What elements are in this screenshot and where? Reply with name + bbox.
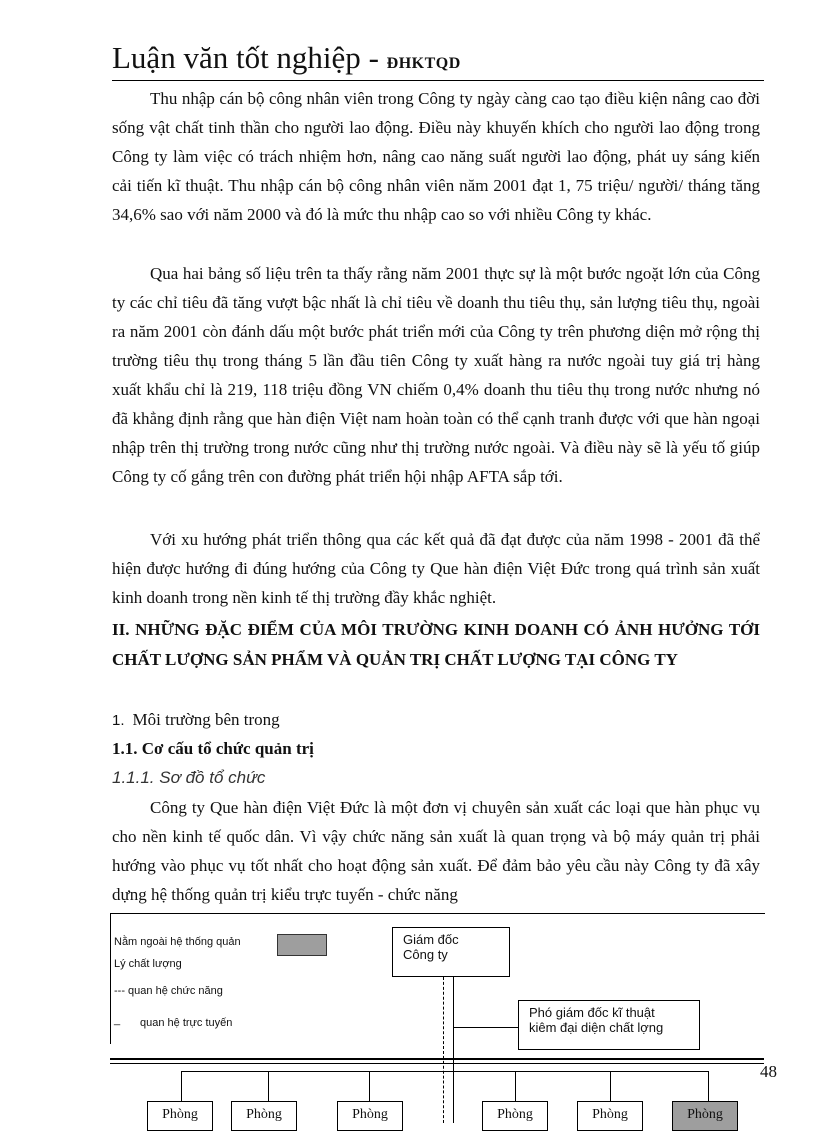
paragraph-structure: Công ty Que hàn điện Việt Đức là một đơn vị chuyên sản xuất các loại que hàn phục vụ cho nền kinh tế quốc dân. Vì vậy chức năng sản xuất là quan trọng và bộ máy quản trị phải hướng vào phục vụ tốt nhất cho hoạt động sản xuất. Để đảm bảo yêu cầu này Công ty đã xây dựng hệ thống quản trị kiểu trực tuyến - chức năng: [112, 798, 760, 904]
paragraph-income: Thu nhập cán bộ công nhân viên trong Công ty ngày càng cao tạo điều kiện nâng cao đời sống vật chất tinh thần cho người lao động. Điều này khuyến khích cho người lao động trong Công ty làm việc có trách nhiệm hơn, nâng cao năng suất người lao động, phát uy sáng kiến cải tiến kĩ thuật. Thu nhập cán bộ công nhân viên năm 2001 đạt 1, 75 triệu/ người/ tháng tăng 34,6% sao với năm 2000 và đó là mức thu nhập cao so với nhiều Công ty khác.: [112, 89, 760, 224]
line-to-vice-director: [453, 1027, 518, 1028]
subsection-number: 1.: [112, 712, 125, 729]
department-box-2: Phòng: [231, 1101, 297, 1131]
section-heading: II. NHỮNG ĐẶC ĐIỂM CỦA MÔI TRƯỜNG KINH DOANH CÓ ẢNH HƯỞNG TỚI CHẤT LƯỢNG SẢN PHẨM VÀ QUẢN TRỊ CHẤT LƯỢNG TẠI CÔNG TY: [112, 620, 760, 669]
director-line2: Công ty: [403, 947, 448, 962]
department-branch-line: [181, 1071, 709, 1072]
branch-2: [268, 1071, 269, 1101]
legend-quality-line1: Nằm ngoài hệ thống quản: [114, 936, 241, 948]
page-header: [112, 38, 764, 84]
subsubsubsection-heading: 1.1.1. Sơ đồ tổ chức: [112, 768, 266, 787]
branch-1: [181, 1071, 182, 1101]
department-box-6: Phòng: [672, 1101, 738, 1131]
director-box: [392, 927, 510, 977]
department-box-3: Phòng: [337, 1101, 403, 1131]
vice-director-box: [518, 1000, 700, 1050]
branch-6: [708, 1071, 709, 1101]
legend-shaded-swatch: [277, 934, 327, 956]
vice-director-line2: kiêm đại diện chất lợng: [529, 1020, 664, 1035]
subsection-heading: [112, 708, 280, 733]
vice-director-line1: Phó giám đốc kĩ thuật: [529, 1005, 655, 1020]
legend-functional: --- quan hệ chức năng: [114, 985, 223, 997]
document-title: Luận văn tốt nghiệp: [112, 40, 361, 75]
functional-line-vertical-1: [443, 977, 444, 1123]
paragraph-trend: Với xu hướng phát triển thông qua các kết quả đã đạt được của năm 1998 - 2001 đã thể hiện được hướng đi đúng hướng của Công ty Que hàn điện Việt Đức trong quá trình sản xuất kinh doanh trong nền kinh tế thị trường đầy khắc nghiệt.: [112, 530, 760, 607]
department-box-5: Phòng: [577, 1101, 643, 1131]
director-line1: Giám đốc: [403, 932, 459, 947]
legend-direct: quan hệ trực tuyến: [140, 1017, 233, 1029]
legend-quality-line2: Lý chất lượng: [114, 958, 182, 970]
institution-abbrev: ĐHKTQD: [386, 55, 461, 72]
title-separator: -: [360, 40, 387, 75]
legend-direct-mark: _: [114, 1014, 121, 1026]
paragraph-turning-point: Qua hai bảng số liệu trên ta thấy rằng năm 2001 thực sự là một bước ngoặt lớn của Công ty các chỉ tiêu đã tăng vượt bậc nhất là chỉ tiêu về doanh thu tiêu thụ, sản lượng tiêu thụ, ngoài ra năm 2001 còn đánh dấu một bước phát triển mới của Công ty trên phương diện mở rộng thị trường tiêu thụ trong tháng 5 lần đầu tiên Công ty xuất hàng ra nước ngoài tuy giá trị hàng xuất khẩu chỉ là 219, 118 triệu đồng VN chiếm 0,4% doanh thu tiêu thụ trong nước nhưng nó đã khẳng định rằng que hàn điện Việt nam hoàn toàn có thể cạnh tranh được với que hàn ngoại nhập trên thị trường trong nước cũng như thị trường nước ngoài. Và điều này sẽ là yếu tố giúp Công ty cố gắng trên con đường phát triển hội nhập AFTA sắp tới.: [112, 264, 760, 486]
branch-5: [610, 1071, 611, 1101]
chart-divider-top: [110, 1058, 764, 1060]
branch-4: [515, 1071, 516, 1101]
subsubsection-heading: 1.1. Cơ cấu tổ chức quản trị: [112, 739, 314, 758]
subsection-title: Môi trường bên trong: [132, 710, 280, 729]
page-number: 48: [760, 1062, 777, 1081]
department-box-1: Phòng: [147, 1101, 213, 1131]
chart-divider-bottom: [110, 1063, 764, 1064]
direct-line-vertical: [453, 977, 454, 1123]
department-box-4: Phòng: [482, 1101, 548, 1131]
header-rule: [112, 80, 764, 81]
branch-3: [369, 1071, 370, 1101]
